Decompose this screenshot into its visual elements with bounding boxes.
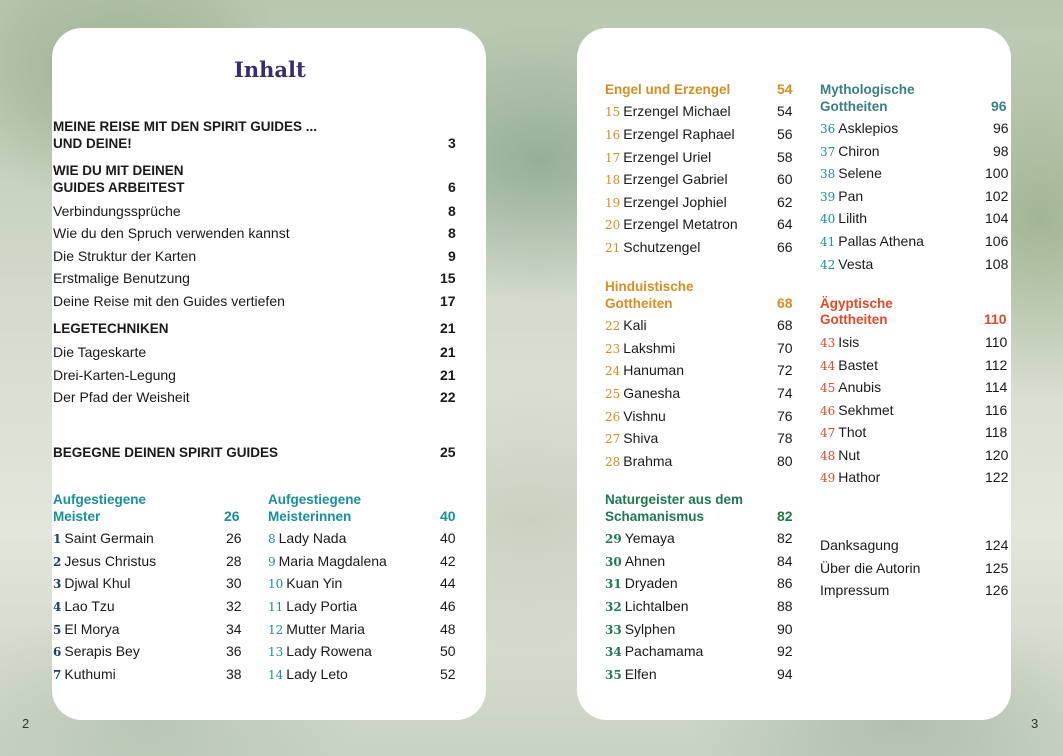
toc-page-number: 21 xyxy=(440,367,456,383)
category-title: Aufgestiegene xyxy=(53,492,147,507)
item-label: Pan xyxy=(838,188,864,204)
item-page-number: 30 xyxy=(226,575,242,591)
item-page-number: 66 xyxy=(777,239,793,255)
item-page-number: 96 xyxy=(993,120,1009,136)
item-page-number: 110 xyxy=(985,334,1008,350)
list-item xyxy=(820,165,882,183)
left-page-card xyxy=(52,28,486,720)
item-page-number: 120 xyxy=(985,447,1009,463)
toc-entry: Der Pfad der Weisheit xyxy=(53,389,190,405)
item-label: Nut xyxy=(838,447,861,463)
item-index: 1 xyxy=(53,532,62,546)
item-index: 2 xyxy=(53,555,62,569)
item-label: Mutter Maria xyxy=(286,621,365,637)
item-label: Lady Portia xyxy=(286,598,358,614)
toc-entry: Drei-Karten-Legung xyxy=(53,367,176,383)
item-label: El Morya xyxy=(64,621,120,637)
item-label: Anubis xyxy=(838,379,882,395)
list-item xyxy=(268,621,365,639)
item-label: Lady Nada xyxy=(278,530,347,546)
item-label: Erzengel Michael xyxy=(623,103,731,119)
list-item xyxy=(605,317,647,335)
item-page-number: 94 xyxy=(777,666,793,682)
category-title: Aufgestiegene xyxy=(268,492,362,507)
page-title: Inhalt xyxy=(234,57,306,82)
item-page-number: 74 xyxy=(777,385,793,401)
item-index: 41 xyxy=(820,235,836,249)
item-page-number: 44 xyxy=(440,575,456,591)
category-title: Meisterinnen xyxy=(268,509,352,524)
list-item xyxy=(605,621,675,639)
list-item xyxy=(268,530,346,548)
toc-page-number: 124 xyxy=(985,537,1009,553)
item-label: Lao Tzu xyxy=(64,598,115,614)
item-label: Selene xyxy=(838,165,882,181)
item-label: Hanuman xyxy=(623,362,684,378)
item-index: 24 xyxy=(605,364,621,378)
item-index: 43 xyxy=(820,336,836,350)
category-page-number: 26 xyxy=(224,508,240,524)
toc-page-number: 21 xyxy=(440,320,456,336)
item-label: Chiron xyxy=(838,143,880,159)
toc-page-number: 3 xyxy=(448,135,456,151)
item-label: Lilith xyxy=(838,210,868,226)
item-page-number: 56 xyxy=(777,126,793,142)
toc-page-number: 9 xyxy=(448,248,456,264)
item-label: Pallas Athena xyxy=(838,233,924,249)
item-page-number: 78 xyxy=(777,430,793,446)
item-label: Erzengel Raphael xyxy=(623,126,735,142)
item-page-number: 54 xyxy=(777,103,793,119)
item-label: Bastet xyxy=(838,357,878,373)
item-page-number: 82 xyxy=(777,530,793,546)
category-page-number: 96 xyxy=(991,98,1007,114)
list-item xyxy=(53,553,156,571)
item-index: 7 xyxy=(53,668,62,682)
item-page-number: 28 xyxy=(226,553,242,569)
list-item xyxy=(820,334,859,352)
right-page-card xyxy=(577,28,1011,720)
item-page-number: 112 xyxy=(985,357,1008,373)
item-page-number: 52 xyxy=(440,666,456,682)
list-item xyxy=(820,143,880,161)
item-page-number: 64 xyxy=(777,216,793,232)
list-item xyxy=(820,469,880,487)
category-title: Gottheiten xyxy=(820,99,888,114)
toc-page-number: 17 xyxy=(440,293,456,309)
item-label: Maria Magdalena xyxy=(278,553,387,569)
list-item xyxy=(605,362,684,380)
list-item xyxy=(820,210,867,228)
item-index: 12 xyxy=(268,623,284,637)
item-page-number: 102 xyxy=(985,188,1009,204)
item-page-number: 58 xyxy=(777,149,793,165)
toc-page-number: 25 xyxy=(440,444,456,460)
item-index: 21 xyxy=(605,241,621,255)
item-index: 27 xyxy=(605,432,621,446)
page-number-left: 2 xyxy=(22,716,30,731)
item-index: 48 xyxy=(820,449,836,463)
list-item xyxy=(605,194,727,212)
item-page-number: 62 xyxy=(777,194,793,210)
toc-entry: Die Tageskarte xyxy=(53,344,147,360)
list-item xyxy=(820,357,878,375)
list-item xyxy=(268,666,348,684)
item-page-number: 32 xyxy=(226,598,242,614)
item-label: Isis xyxy=(838,334,860,350)
item-page-number: 84 xyxy=(777,553,793,569)
item-page-number: 34 xyxy=(226,621,242,637)
item-index: 6 xyxy=(53,645,62,659)
item-page-number: 50 xyxy=(440,643,456,659)
list-item xyxy=(605,239,700,257)
list-item xyxy=(820,447,860,465)
item-index: 18 xyxy=(605,173,621,187)
list-item xyxy=(605,149,711,167)
list-item xyxy=(605,171,728,189)
item-label: Serapis Bey xyxy=(64,643,140,659)
list-item xyxy=(820,256,873,274)
category-title: Mythologische xyxy=(820,82,915,97)
item-page-number: 48 xyxy=(440,621,456,637)
item-label: Hathor xyxy=(838,469,881,485)
list-item xyxy=(605,453,672,471)
item-page-number: 72 xyxy=(777,362,793,378)
item-label: Kuthumi xyxy=(64,666,116,682)
item-index: 9 xyxy=(268,555,276,569)
item-label: Ahnen xyxy=(624,553,666,569)
toc-entry: Danksagung xyxy=(820,537,899,553)
item-label: Jesus Christus xyxy=(64,553,157,569)
item-page-number: 60 xyxy=(777,171,793,187)
toc-entry: Deine Reise mit den Guides vertiefen xyxy=(53,293,285,309)
item-index: 19 xyxy=(605,196,621,210)
item-label: Erzengel Uriel xyxy=(623,149,712,165)
category-page-number: 110 xyxy=(984,311,1007,327)
toc-page-number: 8 xyxy=(448,225,456,241)
item-label: Kuan Yin xyxy=(286,575,343,591)
item-index: 38 xyxy=(820,167,836,181)
item-index: 47 xyxy=(820,426,836,440)
list-item xyxy=(605,340,675,358)
item-index: 35 xyxy=(605,668,622,682)
item-page-number: 70 xyxy=(777,340,793,356)
item-label: Erzengel Jophiel xyxy=(623,194,727,210)
toc-entry: Die Struktur der Karten xyxy=(53,248,197,264)
item-index: 14 xyxy=(268,668,284,682)
item-page-number: 26 xyxy=(226,530,242,546)
item-index: 31 xyxy=(605,577,622,591)
item-label: Ganesha xyxy=(623,385,681,401)
item-page-number: 36 xyxy=(226,643,242,659)
item-label: Brahma xyxy=(623,453,673,469)
item-index: 13 xyxy=(268,645,284,659)
item-label: Erzengel Gabriel xyxy=(623,171,728,187)
list-item xyxy=(605,598,689,616)
item-page-number: 68 xyxy=(777,317,793,333)
toc-page-number: 6 xyxy=(448,179,456,195)
toc-entry: Erstmalige Benutzung xyxy=(53,270,190,286)
item-page-number: 118 xyxy=(985,424,1008,440)
list-item xyxy=(268,598,357,616)
list-item xyxy=(605,103,731,121)
list-item xyxy=(605,553,665,571)
item-label: Lady Leto xyxy=(286,666,348,682)
category-title: Gottheiten xyxy=(605,296,673,311)
item-index: 32 xyxy=(605,600,622,614)
item-page-number: 98 xyxy=(993,143,1009,159)
item-label: Thot xyxy=(838,424,867,440)
item-index: 40 xyxy=(820,212,836,226)
toc-entry: Verbindungssprüche xyxy=(53,203,181,219)
item-page-number: 100 xyxy=(985,165,1009,181)
item-index: 29 xyxy=(605,532,622,546)
item-label: Vishnu xyxy=(623,408,666,424)
item-label: Dryaden xyxy=(624,575,678,591)
item-label: Shiva xyxy=(623,430,659,446)
item-page-number: 108 xyxy=(985,256,1009,272)
item-label: Sekhmet xyxy=(838,402,894,418)
item-index: 25 xyxy=(605,387,621,401)
list-item xyxy=(53,575,131,593)
list-item xyxy=(605,126,735,144)
toc-section-title: MEINE REISE MIT DEN SPIRIT GUIDES ... xyxy=(53,119,318,134)
toc-section-title: UND DEINE! xyxy=(53,136,132,151)
item-index: 22 xyxy=(605,319,621,333)
toc-entry: Über die Autorin xyxy=(820,560,921,576)
item-page-number: 38 xyxy=(226,666,242,682)
toc-page-number: 15 xyxy=(440,270,456,286)
list-item xyxy=(605,666,657,684)
item-label: Djwal Khul xyxy=(64,575,131,591)
toc-page-number: 125 xyxy=(985,560,1009,576)
item-index: 8 xyxy=(268,532,276,546)
toc-page-number: 126 xyxy=(985,582,1009,598)
item-index: 5 xyxy=(53,623,62,637)
category-title: Engel und Erzengel xyxy=(605,82,731,97)
category-page-number: 54 xyxy=(777,81,793,97)
list-item xyxy=(605,216,738,234)
category-page-number: 82 xyxy=(777,508,793,524)
item-page-number: 106 xyxy=(985,233,1009,249)
item-label: Kali xyxy=(623,317,647,333)
list-item xyxy=(605,430,658,448)
item-index: 36 xyxy=(820,122,836,136)
item-index: 44 xyxy=(820,359,836,373)
page-number-right: 3 xyxy=(1031,716,1039,731)
toc-page-number: 22 xyxy=(440,389,456,405)
list-item xyxy=(53,643,140,661)
list-item xyxy=(605,575,678,593)
list-item xyxy=(820,120,898,138)
item-index: 46 xyxy=(820,404,836,418)
category-title: Schamanismus xyxy=(605,509,705,524)
toc-page-number: 21 xyxy=(440,344,456,360)
item-page-number: 114 xyxy=(985,379,1008,395)
item-index: 30 xyxy=(605,555,622,569)
item-page-number: 88 xyxy=(777,598,793,614)
item-label: Pachamama xyxy=(624,643,704,659)
list-item xyxy=(268,643,372,661)
toc-section-title: GUIDES ARBEITEST xyxy=(53,180,185,195)
item-label: Lakshmi xyxy=(623,340,676,356)
item-page-number: 76 xyxy=(777,408,793,424)
item-index: 49 xyxy=(820,471,836,485)
toc-entry: Impressum xyxy=(820,582,890,598)
list-item xyxy=(53,598,115,616)
list-item xyxy=(820,188,863,206)
category-page-number: 68 xyxy=(777,295,793,311)
toc-entry: Wie du den Spruch verwenden kannst xyxy=(53,225,290,241)
category-title: Gottheiten xyxy=(820,312,888,327)
item-page-number: 90 xyxy=(777,621,793,637)
item-page-number: 86 xyxy=(777,575,793,591)
item-page-number: 80 xyxy=(777,453,793,469)
list-item xyxy=(268,575,342,593)
list-item xyxy=(820,233,924,251)
item-page-number: 122 xyxy=(985,469,1009,485)
item-index: 28 xyxy=(605,455,621,469)
list-item xyxy=(820,379,881,397)
list-item xyxy=(605,385,680,403)
category-title: Naturgeister aus dem xyxy=(605,492,744,507)
item-label: Schutzengel xyxy=(623,239,701,255)
item-index: 17 xyxy=(605,151,621,165)
list-item xyxy=(605,643,703,661)
item-index: 33 xyxy=(605,623,622,637)
item-label: Lady Rowena xyxy=(286,643,372,659)
item-index: 3 xyxy=(53,577,62,591)
list-item xyxy=(605,408,666,426)
item-index: 26 xyxy=(605,410,621,424)
item-page-number: 42 xyxy=(440,553,456,569)
item-label: Elfen xyxy=(624,666,657,682)
item-index: 10 xyxy=(268,577,284,591)
item-label: Erzengel Metatron xyxy=(623,216,738,232)
item-page-number: 40 xyxy=(440,530,456,546)
toc-section-title: WIE DU MIT DEINEN xyxy=(53,163,184,178)
item-index: 34 xyxy=(605,645,622,659)
item-label: Vesta xyxy=(838,256,874,272)
item-label: Sylphen xyxy=(624,621,676,637)
item-index: 37 xyxy=(820,145,836,159)
item-index: 20 xyxy=(605,218,621,232)
category-title: Meister xyxy=(53,509,101,524)
list-item xyxy=(605,530,675,548)
toc-page-number: 8 xyxy=(448,203,456,219)
item-label: Asklepios xyxy=(838,120,899,136)
list-item xyxy=(820,424,866,442)
item-index: 39 xyxy=(820,190,836,204)
item-index: 23 xyxy=(605,342,621,356)
list-item xyxy=(268,553,387,571)
item-index: 15 xyxy=(605,105,621,119)
toc-section-title: LEGETECHNIKEN xyxy=(53,321,169,336)
category-title: Ägyptische xyxy=(820,296,893,311)
list-item xyxy=(53,621,120,639)
list-item xyxy=(53,666,116,684)
category-page-number: 40 xyxy=(440,508,456,524)
item-page-number: 46 xyxy=(440,598,456,614)
list-item xyxy=(820,402,894,420)
item-label: Lichtalben xyxy=(624,598,689,614)
item-page-number: 92 xyxy=(777,643,793,659)
item-index: 42 xyxy=(820,258,836,272)
toc-section-title: BEGEGNE DEINEN SPIRIT GUIDES xyxy=(53,445,279,460)
item-label: Yemaya xyxy=(624,530,675,546)
category-title: Hinduistische xyxy=(605,279,694,294)
item-label: Saint Germain xyxy=(64,530,154,546)
item-index: 11 xyxy=(268,600,284,614)
list-item xyxy=(53,530,154,548)
item-page-number: 104 xyxy=(985,210,1009,226)
item-index: 45 xyxy=(820,381,836,395)
item-index: 16 xyxy=(605,128,621,142)
item-page-number: 116 xyxy=(985,402,1008,418)
item-index: 4 xyxy=(53,600,62,614)
